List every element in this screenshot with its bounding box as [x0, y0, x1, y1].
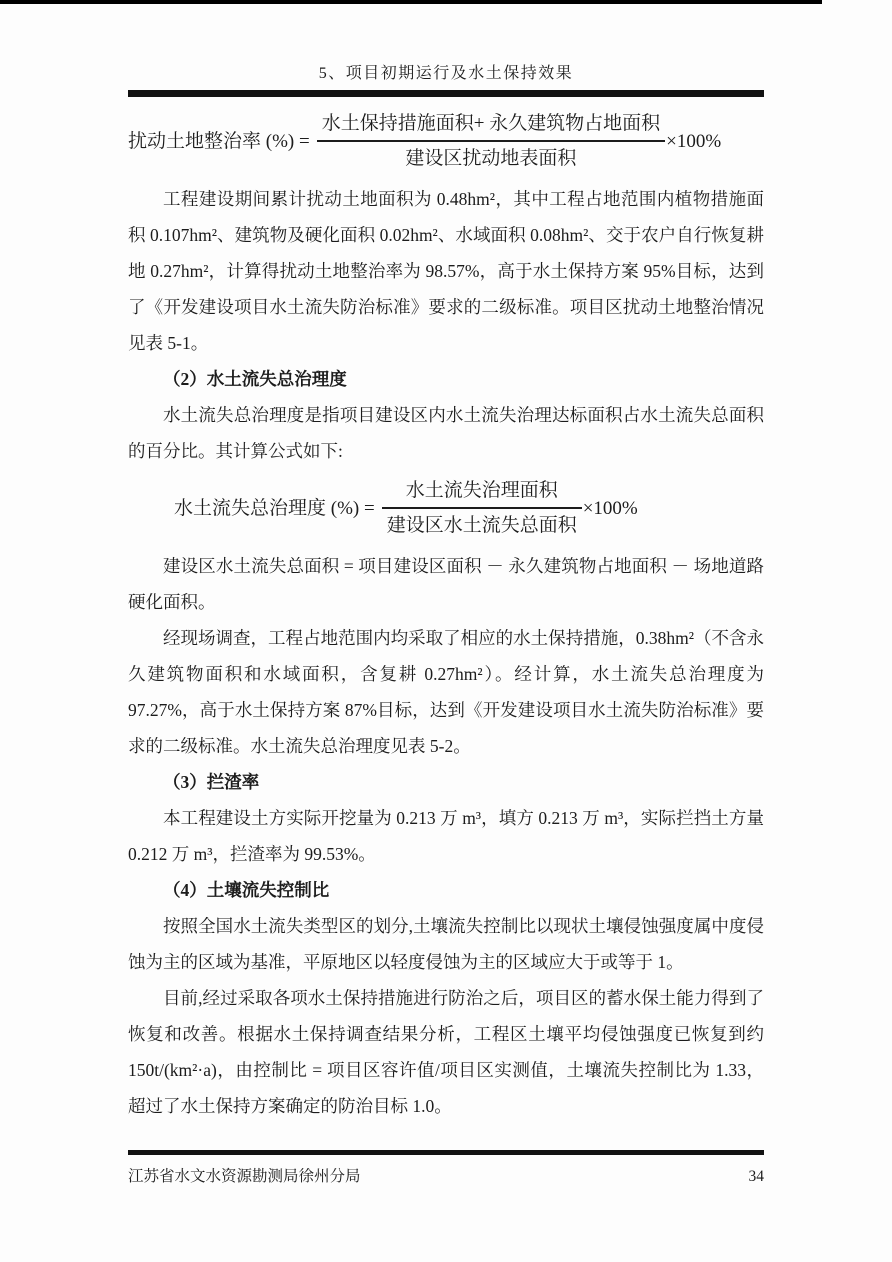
formula-erosion-control-degree	[174, 477, 764, 539]
page-number: 34	[748, 1168, 764, 1185]
page-footer	[128, 1150, 764, 1186]
footer-row	[128, 1155, 764, 1186]
formula-numerator: 水土保持措施面积+ 永久建筑物占地面积	[317, 110, 665, 142]
page-content	[128, 0, 764, 1124]
formula-denominator: 建设区水土流失总面积	[386, 515, 577, 536]
chapter-header-title: 5、项目初期运行及水土保持效果	[318, 65, 574, 82]
paragraph-debris-retention-data: 本工程建设土方实际开挖量为 0.213 万 m³，填方 0.213 万 m³，实际拦挡土方量 0.212 万 m³，拦渣率为 99.53%。	[128, 808, 764, 864]
paragraph-soil-loss-result: 目前,经过采取各项水土保持措施进行防治之后，项目区的蓄水保土能力得到了恢复和改善。根据水土保持调查结果分析，工程区土壤平均侵蚀强度已恢复到约 150t/(km²·a)，由控制比 = 项目区容许值/项目区实测值，土壤流失控制比为 1.33，超过了水土保持方案确定的防治目标 1.0。	[128, 988, 764, 1116]
formula-disturbed-land-rehabilitation-rate	[128, 110, 764, 172]
paragraph-total-area-definition: 建设区水土流失总面积 = 项目建设区面积 － 永久建筑物占地面积 － 场地道路硬化面积。	[128, 556, 764, 612]
footer-organization: 江苏省水文水资源勘测局徐州分局	[128, 1168, 361, 1185]
formula-multiplier: ×100%	[666, 130, 722, 152]
formula-denominator: 建设区扰动地表面积	[405, 148, 577, 169]
paragraph-erosion-control-result: 经现场调查，工程占地范围内均采取了相应的水土保持措施，0.38hm²（不含永久建筑物面积和水域面积，含复耕 0.27hm²）。经计算，水土流失总治理度为 97.27%，高于水土保持方案 87%目标，达到《开发建设项目水土流失防治标准》要求的二级标准。水土流失总治理度见表 5-2。	[128, 628, 764, 756]
paragraph-disturbed-land-data: 工程建设期间累计扰动土地面积为 0.48hm²，其中工程占地范围内植物措施面积 0.107hm²、建筑物及硬化面积 0.02hm²、水域面积 0.08hm²、交于农户自行恢复耕地 0.27hm²，计算得扰动土地整治率为 98.57%，高于水土保持方案 95%目标，达到了《开发建设项目水土流失防治标准》要求的二级标准。项目区扰动土地整治情况见表 5-1。	[128, 189, 764, 353]
formula-lhs: 扰动土地整治率 (%) =	[128, 130, 310, 152]
formula-fraction	[382, 477, 582, 539]
paragraph-erosion-control-definition: 水土流失总治理度是指项目建设区内水土流失治理达标面积占水土流失总面积的百分比。其计算公式如下:	[128, 405, 764, 461]
section-heading-erosion-control-degree: （2）水土流失总治理度	[163, 369, 347, 389]
formula-fraction	[317, 110, 665, 172]
section-heading-debris-retention-rate: （3）拦渣率	[163, 772, 260, 792]
header-rule	[128, 90, 764, 97]
paragraph-soil-loss-baseline: 按照全国水土流失类型区的划分,土壤流失控制比以现状土壤侵蚀强度属中度侵蚀为主的区域为基准，平原地区以轻度侵蚀为主的区域应大于或等于 1。	[128, 916, 764, 972]
formula-numerator: 水土流失治理面积	[382, 477, 582, 509]
formula-multiplier: ×100%	[582, 497, 638, 519]
section-heading-soil-loss-control-ratio: （4）土壤流失控制比	[163, 880, 330, 900]
formula-lhs: 水土流失总治理度 (%) =	[174, 497, 375, 519]
